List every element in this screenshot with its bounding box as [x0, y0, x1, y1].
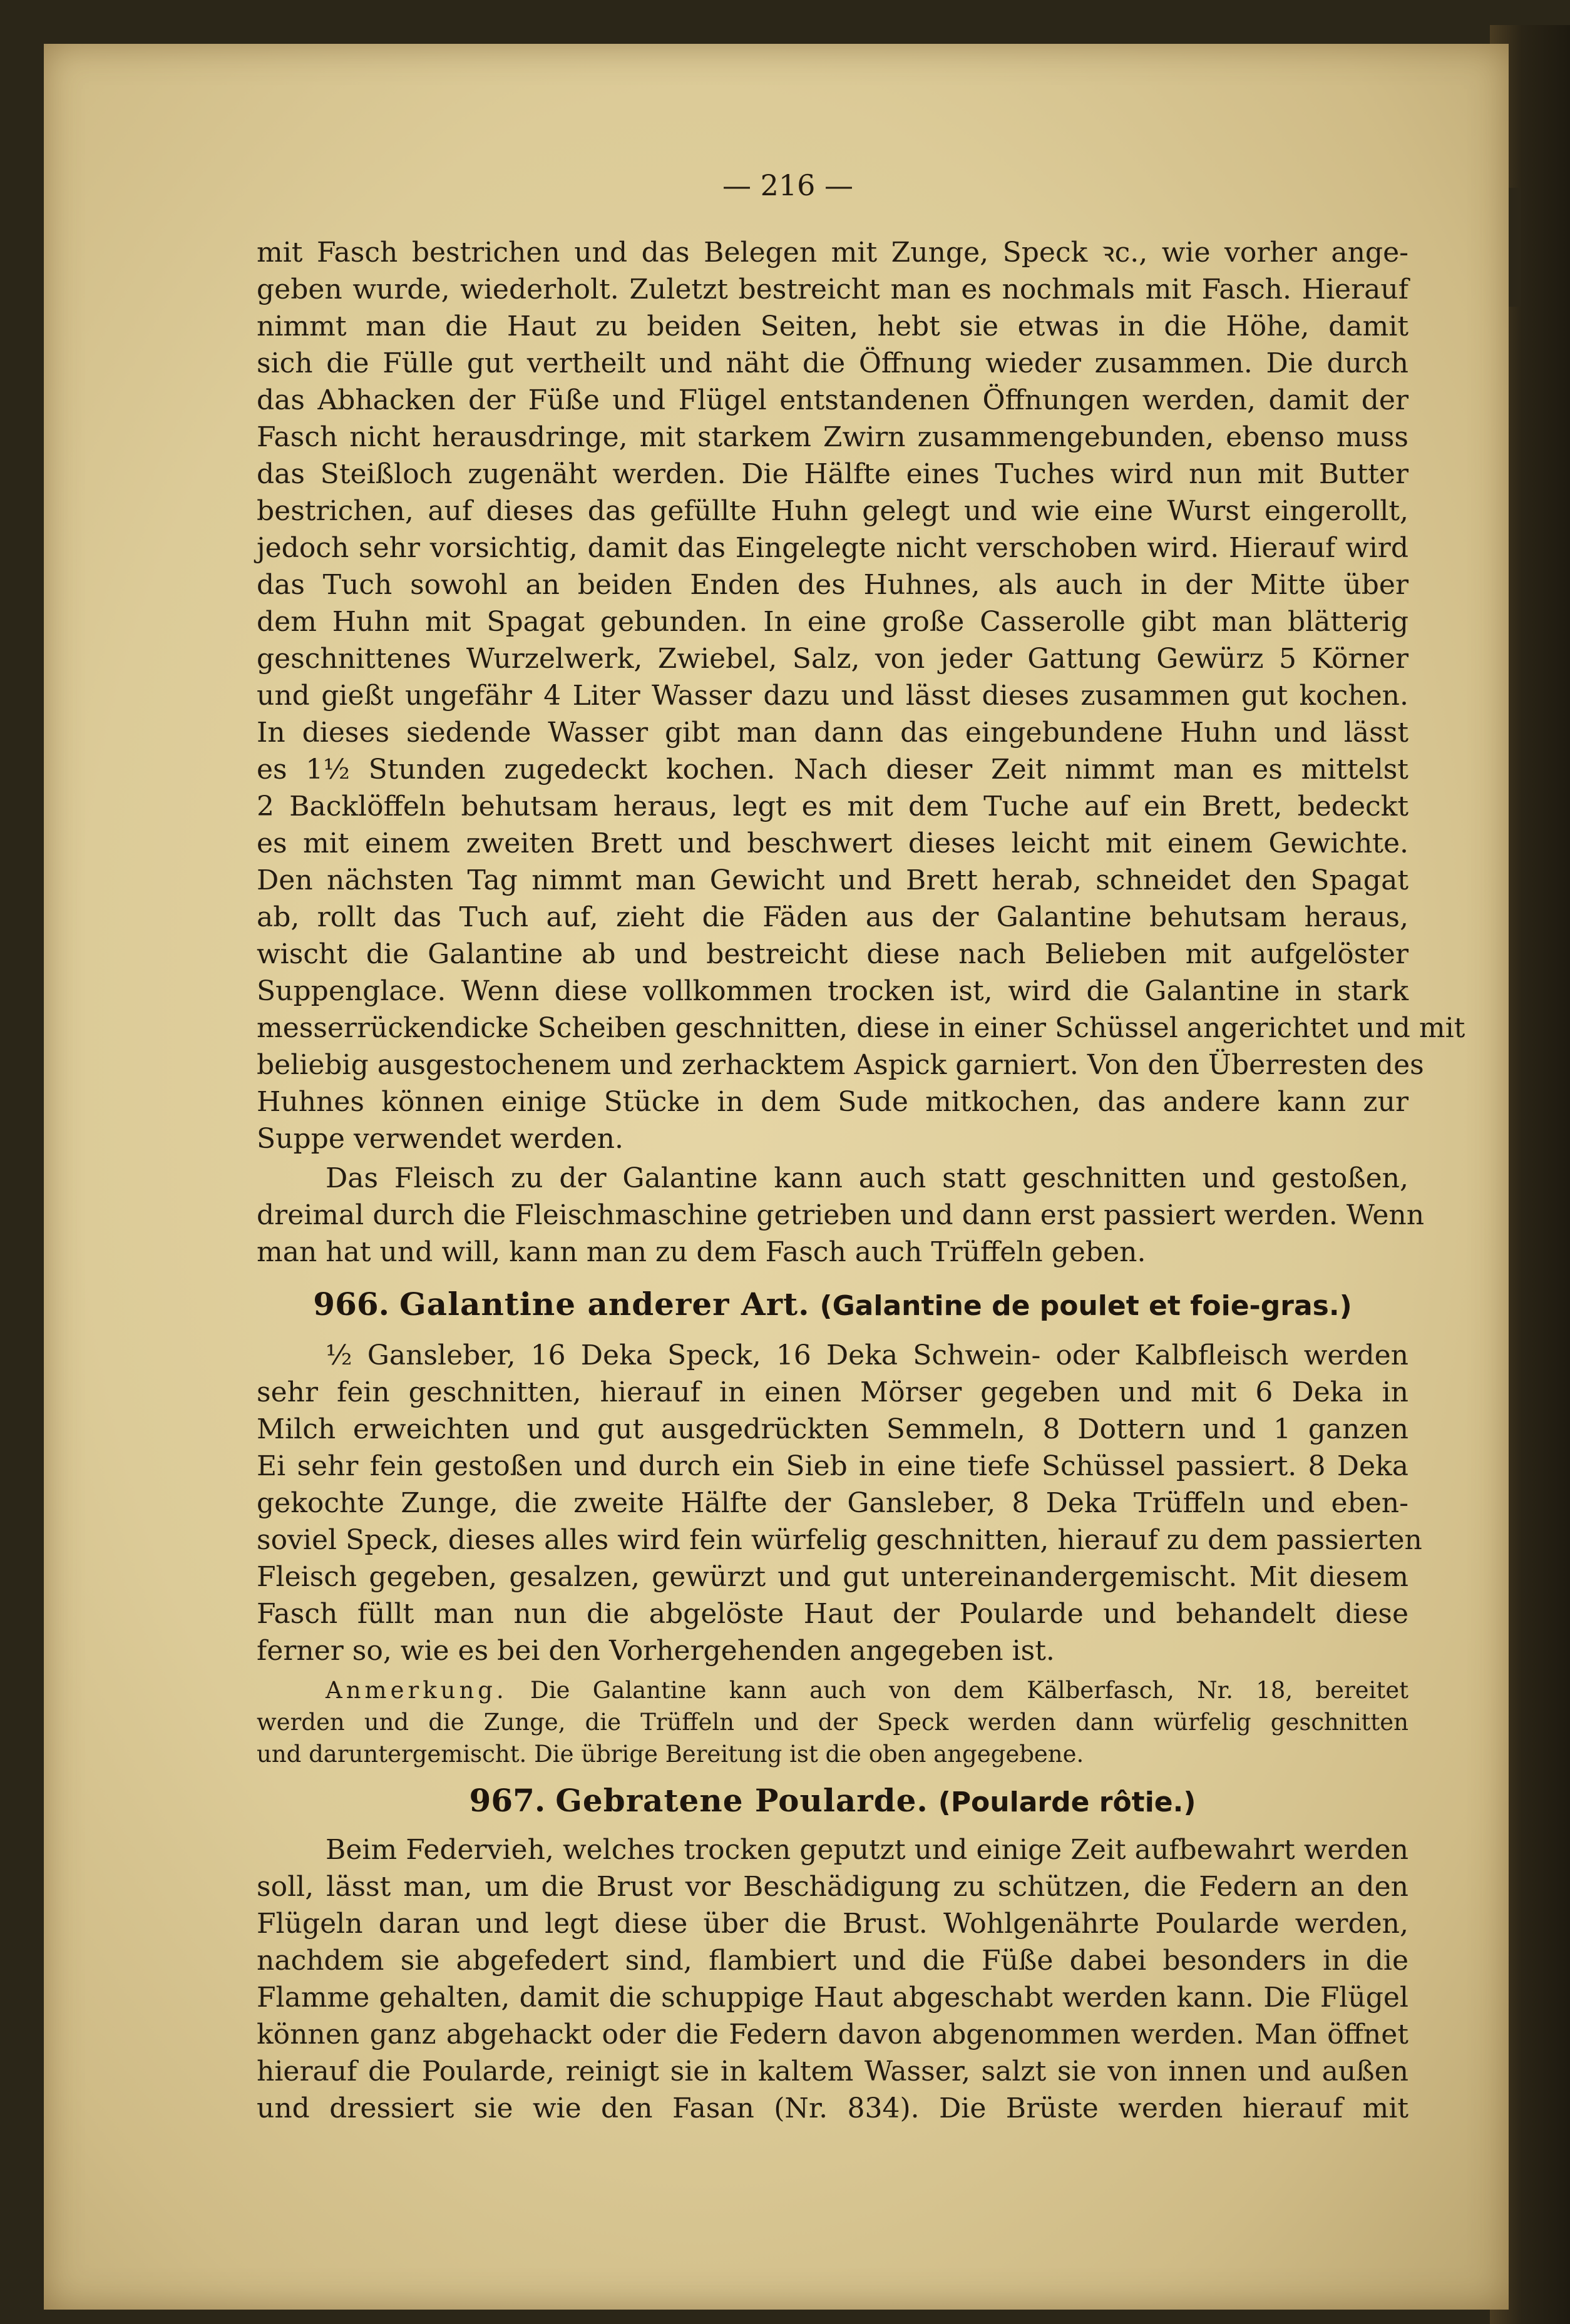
note-label: Anmerkung.	[326, 1677, 508, 1704]
note-line: werden und die Zunge, die Trüffeln und der Speck werden dann würfelig geschnitten	[257, 1709, 1408, 1736]
text-line: sehr fein geschnitten, hierauf in einen Mörser gegeben und mit 6 Deka in	[257, 1376, 1408, 1408]
note-line	[326, 1675, 1408, 1706]
text-line: bestrichen, auf dieses das gefüllte Huhn gelegt und wie eine Wurst eingerollt,	[257, 495, 1408, 527]
text-line: und gießt ungefähr 4 Liter Wasser dazu und lässt dieses zusammen gut kochen.	[257, 680, 1408, 712]
text-line: Huhnes können einige Stücke in dem Sude mitkochen, das andere kann zur	[257, 1086, 1408, 1118]
recipe-967-number: 967.	[469, 1782, 546, 1819]
text-line: es 1½ Stunden zugedeckt kochen. Nach dieser Zeit nimmt man es mittelst	[257, 754, 1408, 786]
recipe-967-heading	[257, 1781, 1408, 1822]
text-line: können ganz abgehackt oder die Federn davon abgenommen werden. Man öffnet	[257, 2019, 1408, 2050]
note-line: und daruntergemischt. Die übrige Bereitung ist die oben angegebene.	[257, 1741, 1084, 1768]
text-line: Flügeln daran und legt diese über die Brust. Wohlgenährte Poularde werden,	[257, 1908, 1408, 1940]
text-line: jedoch sehr vorsichtig, damit das Eingelegte nicht verschoben wird. Hierauf wird	[257, 532, 1408, 564]
text-line: gekochte Zunge, die zweite Hälfte der Gansleber, 8 Deka Trüffeln und eben-	[257, 1487, 1408, 1519]
text-line: Fasch nicht herausdringe, mit starkem Zwirn zusammengebunden, ebenso muss	[257, 421, 1408, 453]
text-line: das Abhacken der Füße und Flügel entstandenen Öffnungen werden, damit der	[257, 384, 1408, 416]
text-line: Suppe verwendet werden.	[257, 1123, 623, 1155]
recipe-966-number: 966.	[313, 1286, 390, 1323]
text-line: Den nächsten Tag nimmt man Gewicht und Brett herab, schneidet den Spagat	[257, 864, 1408, 896]
page-number: — 216 —	[722, 168, 854, 202]
text-line: hierauf die Poularde, reinigt sie in kaltem Wasser, salzt sie von innen und außen	[257, 2055, 1408, 2087]
text-line: sich die Fülle gut vertheilt und näht die Öffnung wieder zusammen. Die durch	[257, 347, 1408, 379]
text-line: soviel Speck, dieses alles wird fein würfelig geschnitten, hierauf zu dem passierten	[257, 1524, 1422, 1556]
text-line: geben wurde, wiederholt. Zuletzt bestreicht man es nochmals mit Fasch. Hierauf	[257, 274, 1408, 305]
text-line: Das Fleisch zu der Galantine kann auch statt geschnitten und gestoßen,	[326, 1162, 1408, 1194]
text-line: In dieses siedende Wasser gibt man dann das eingebundene Huhn und lässt	[257, 717, 1408, 749]
text-line: messerrückendicke Scheiben geschnitten, diese in einer Schüssel angerichtet und mit	[257, 1012, 1465, 1044]
text-line: dreimal durch die Fleischmaschine getrieben und dann erst passiert werden. Wenn	[257, 1199, 1425, 1231]
text-line: nachdem sie abgefedert sind, flambiert und die Füße dabei besonders in die	[257, 1945, 1408, 1977]
text-line: ferner so, wie es bei den Vorhergehenden angegeben ist.	[257, 1635, 1055, 1667]
text-line: Beim Federvieh, welches trocken geputzt und einige Zeit aufbewahrt werden	[326, 1834, 1408, 1866]
page-edge-mark	[1507, 188, 1521, 307]
text-line: ½ Gansleber, 16 Deka Speck, 16 Deka Schwein- oder Kalbfleisch werden	[326, 1339, 1408, 1371]
note-text: Die Galantine kann auch von dem Kälberfasch, Nr. 18, bereitet	[530, 1677, 1408, 1704]
text-line: und dressiert sie wie den Fasan (Nr. 834). Die Brüste werden hierauf mit	[257, 2092, 1408, 2124]
text-line: dem Huhn mit Spagat gebunden. In eine große Casserolle gibt man blätterig	[257, 606, 1408, 638]
text-line: mit Fasch bestrichen und das Belegen mit Zunge, Speck ꝛc., wie vorher ange-	[257, 237, 1408, 269]
text-line: soll, lässt man, um die Brust vor Beschädigung zu schützen, die Federn an den	[257, 1871, 1408, 1903]
text-line: ab, rollt das Tuch auf, zieht die Fäden aus der Galantine behutsam heraus,	[257, 901, 1408, 933]
text-line: Flamme gehalten, damit die schuppige Haut abgeschabt werden kann. Die Flügel	[257, 1982, 1408, 2014]
recipe-967-title-fr: (Poularde rôtie.)	[938, 1786, 1196, 1818]
text-line: wischt die Galantine ab und bestreicht diese nach Belieben mit aufgelöster	[257, 938, 1408, 970]
text-line: Milch erweichten und gut ausgedrückten Semmeln, 8 Dottern und 1 ganzen	[257, 1413, 1408, 1445]
text-line: Ei sehr fein gestoßen und durch ein Sieb in eine tiefe Schüssel passiert. 8 Deka	[257, 1450, 1408, 1482]
text-line: man hat und will, kann man zu dem Fasch auch Trüffeln geben.	[257, 1236, 1146, 1268]
text-line: Fasch füllt man nun die abgelöste Haut der Poularde und behandelt diese	[257, 1598, 1408, 1630]
text-line: nimmt man die Haut zu beiden Seiten, hebt sie etwas in die Höhe, damit	[257, 310, 1408, 342]
recipe-966-title-fr: (Galantine de poulet et foie-gras.)	[819, 1290, 1352, 1322]
text-line: beliebig ausgestochenem und zerhacktem Aspick garniert. Von den Überresten des	[257, 1049, 1424, 1081]
text-line: 2 Backlöffeln behutsam heraus, legt es mit dem Tuche auf ein Brett, bedeckt	[257, 791, 1408, 822]
text-line: das Tuch sowohl an beiden Enden des Huhnes, als auch in der Mitte über	[257, 569, 1408, 601]
text-line: das Steißloch zugenäht werden. Die Hälfte eines Tuches wird nun mit Butter	[257, 458, 1408, 490]
recipe-967-title-de: Gebratene Poularde.	[555, 1782, 928, 1819]
text-line: geschnittenes Wurzelwerk, Zwiebel, Salz, von jeder Gattung Gewürz 5 Körner	[257, 643, 1408, 675]
text-line: Suppenglace. Wenn diese vollkommen trocken ist, wird die Galantine in stark	[257, 975, 1408, 1007]
recipe-966-heading	[257, 1285, 1408, 1326]
text-line: es mit einem zweiten Brett und beschwert dieses leicht mit einem Gewichte.	[257, 827, 1408, 859]
text-line: Fleisch gegeben, gesalzen, gewürzt und gut untereinandergemischt. Mit diesem	[257, 1561, 1408, 1593]
recipe-966-title-de: Galantine anderer Art.	[399, 1286, 810, 1323]
